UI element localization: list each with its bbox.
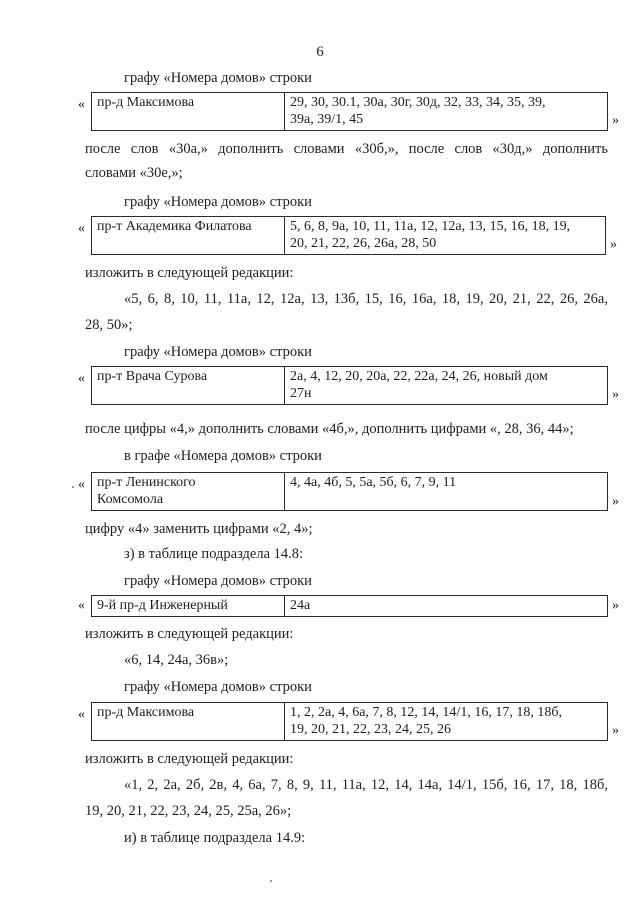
paragraph-line: изложить в следующей редакции: (85, 265, 294, 281)
paragraph-line: после слов «30а,» дополнить словами «30б,», после слов «30д,» дополнить (85, 141, 608, 157)
houses-cell (285, 217, 606, 255)
houses-line: 39а, 39/1, 45 (290, 112, 364, 127)
paragraph-line: 19, 20, 21, 22, 23, 24, 25, 25а, 26»; (85, 803, 292, 819)
subsection-heading: з) в таблице подраздела 14.8: (124, 546, 304, 562)
closing-quote: » (612, 598, 619, 613)
street-name: пр-т Врача Сурова (97, 369, 208, 384)
address-table (91, 92, 608, 131)
street-cell (92, 93, 285, 131)
houses-line: 29, 30, 30.1, 30а, 30г, 30д, 32, 33, 34, 35, 39, (290, 95, 546, 110)
scan-speck (72, 486, 74, 488)
street-name: пр-т Ленинского (97, 475, 196, 490)
street-name: пр-т Академика Филатова (97, 219, 252, 234)
street-cell (92, 473, 285, 511)
street-cell (92, 367, 285, 405)
opening-quote: « (78, 221, 85, 236)
scan-speck (270, 880, 272, 882)
paragraph-line: изложить в следующей редакции: (85, 626, 294, 642)
houses-cell (285, 367, 608, 405)
houses-line: 24а (290, 598, 311, 613)
page-number: 6 (316, 44, 324, 60)
intro-text: графу «Номера домов» строки (124, 679, 312, 695)
opening-quote: « (78, 598, 85, 613)
street-cell (92, 703, 285, 741)
paragraph-line: цифру «4» заменить цифрами «2, 4»; (85, 521, 313, 537)
closing-quote: » (612, 494, 619, 509)
houses-line: 20, 21, 22, 26, 26а, 28, 50 (290, 236, 437, 251)
paragraph-line: «6, 14, 24а, 36в»; (124, 652, 229, 668)
intro-text: графу «Номера домов» строки (124, 194, 312, 210)
paragraph-line: изложить в следующей редакции: (85, 751, 294, 767)
houses-cell (285, 473, 608, 511)
houses-cell (285, 93, 608, 131)
street-cell (92, 596, 285, 617)
street-name: пр-д Максимова (97, 95, 195, 110)
houses-line: 19, 20, 21, 22, 23, 24, 25, 26 (290, 722, 451, 737)
street-name: пр-д Максимова (97, 705, 195, 720)
paragraph-line: словами «30е,»; (85, 165, 183, 181)
houses-line: 5, 6, 8, 9а, 10, 11, 11а, 12, 12а, 13, 15, 16, 18, 19, (290, 219, 571, 234)
intro-text: графу «Номера домов» строки (124, 344, 312, 360)
intro-text: в графе «Номера домов» строки (124, 448, 322, 464)
closing-quote: » (612, 113, 619, 128)
closing-quote: » (612, 387, 619, 402)
houses-cell (285, 596, 608, 617)
houses-cell (285, 703, 608, 741)
street-name: 9-й пр-д Инженерный (97, 598, 228, 613)
opening-quote: « (78, 707, 85, 722)
address-table (91, 595, 608, 617)
opening-quote: « (78, 97, 85, 112)
opening-quote: « (78, 477, 85, 492)
street-name: Комсомола (97, 492, 164, 507)
street-cell (92, 217, 285, 255)
address-table (91, 472, 608, 511)
paragraph-line: «5, 6, 8, 10, 11, 11а, 12, 12а, 13, 13б, 15, 16, 16а, 18, 19, 20, 21, 22, 26, 26а, (124, 291, 608, 307)
address-table (91, 216, 606, 255)
address-table (91, 366, 608, 405)
houses-line: 27н (290, 386, 312, 401)
paragraph-line: 28, 50»; (85, 317, 133, 333)
houses-line: 1, 2, 2а, 4, 6а, 7, 8, 12, 14, 14/1, 16, 17, 18, 18б, (290, 705, 562, 720)
intro-text: графу «Номера домов» строки (124, 573, 312, 589)
closing-quote: » (610, 237, 617, 252)
houses-line: 2а, 4, 12, 20, 20а, 22, 22а, 24, 26, новый дом (290, 369, 548, 384)
subsection-heading: и) в таблице подраздела 14.9: (124, 830, 306, 846)
paragraph-line: «1, 2, 2а, 2б, 2в, 4, 6а, 7, 8, 9, 11, 11а, 12, 14, 14а, 14/1, 15б, 16, 17, 18, 18б, (124, 777, 608, 793)
address-table (91, 702, 608, 741)
closing-quote: » (612, 723, 619, 738)
paragraph-line: после цифры «4,» дополнить словами «4б,», дополнить цифрами «, 28, 36, 44»; (85, 421, 574, 437)
intro-text: графу «Номера домов» строки (124, 70, 312, 86)
opening-quote: « (78, 371, 85, 386)
houses-line: 4, 4а, 4б, 5, 5а, 5б, 6, 7, 9, 11 (290, 475, 457, 490)
